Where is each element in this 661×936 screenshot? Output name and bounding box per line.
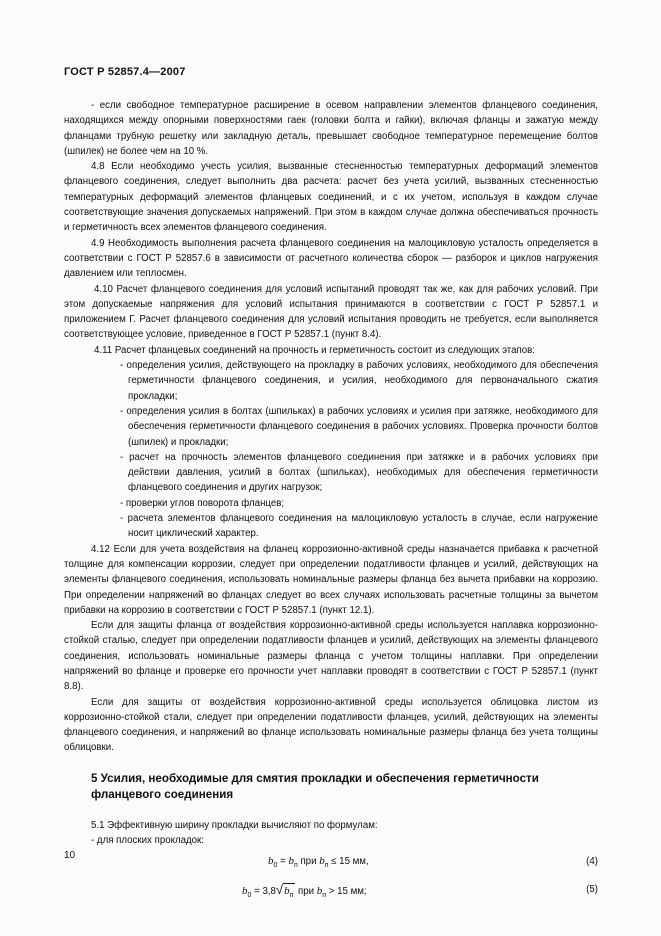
list-item: - проверки углов поворота фланцев; [120,497,285,509]
paragraph-4-8: 4.8 Если необходимо учесть усилия, вызванные стесненностью температурных деформаций элементов фланцевого соединения, следует выполнить два расчета: расчет без учета усилий, вызванных стесненностью температурных деформаций элементов фланцевых соединений, и с их учетом, используя в каждом случае соответствующие значения допускаемых напряжений. При этом в каждом случае должна обеспечиваться прочность и герметичность всех элементов фланцевого соединения. [64,161,598,234]
formula-5-number: (5) [586,884,598,896]
paragraph-4-10: 4.10 Расчет фланцевого соединения для условий испытаний проводят так же, как для рабочих условий. При этом допускаемые напряжения для условий испытания принимаются в соответствии с ГОСТ Р 52857.1 и приложением Г. Расчет фланцевого соединения для условий испытания проводить не требуется, если выполняется соответствующее условие, приведенное в ГОСТ Р 52857.1 (пункт 8.4). [64,283,598,341]
formula-4-row [64,850,598,878]
paragraph-5-1-flat: - для плоских прокладок: [91,835,204,847]
page-number: 10 [64,850,76,861]
paragraph-4-12-lining: Если для защиты от воздействия коррозионно-активной среды используется облицовка листом из коррозионно-стойкой стали, следует при определении податливости фланцев, усилий, действующих на элементы фланцевого соединения, и напряжений во фланце использовать номинальные размеры фланца без учета толщины облицовки. [64,696,598,754]
paragraph-4-12: 4.12 Если для учета воздействия на фланец коррозионно-активной среды назначается прибавка к расчетной толщине для компенсации коррозии, следует при определении податливости фланцев и усилий, действующих на элементы фланцевого соединения, использовать номинальные размеры фланца без вычета прибавки на коррозию. При определении напряжений во фланцах следует во всех случаях использовать расчетные толщины за вычетом прибавки на коррозию в соответствии с ГОСТ Р 52857.1 (пункт 12.1). [64,543,598,616]
formula-5-row [64,878,598,906]
paragraph-4-11: 4.11 Расчет фланцевых соединений на прочность и герметичность состоит из следующих этапов: [94,344,535,356]
section-5-heading: 5 Усилия, необходимые для смятия прокладки и обеспечения герметичности фланцевого соединения [91,771,539,801]
formula-4-number: (4) [586,856,598,868]
list-item: - расчета элементов фланцевого соединения на малоцикловую усталость в случае, если нагружение носит циклический характер. [120,513,598,540]
standard-header: ГОСТ Р 52857.4—2007 [64,66,186,78]
paragraph-dash-intro: - если свободное температурное расширение в осевом направлении элементов фланцевого соединения, находящихся между опорными поверхностями гаек (головки болта и гайки), включая фланцы и зажатую между фланцами трубную решетку или закладную деталь, превышает свободное температурное перемещение болтов (шпилек) не более чем на 10 %. [64,100,598,157]
paragraph-4-9: 4.9 Необходимость выполнения расчета фланцевого соединения на малоцикловую усталость определяется в соответствии с ГОСТ Р 52857.6 в зависимости от расчетного количества сборок — разборок и циклов нагружения давлением или теплосмен. [64,237,598,280]
paragraph-5-1: 5.1 Эффективную ширину прокладки вычисляют по формулам: [91,819,378,831]
formula-5: $b_0 = 3,8√b_п$ при $b_п > 15$ мм; [242,882,367,903]
document-body [64,98,598,906]
list-item: - определения усилия, действующего на прокладку в рабочих условиях, необходимого для обеспечения герметичности фланцевого соединения, и усилия, необходимого для первоначального сжатия прокладки; [120,360,598,402]
list-item: - расчет на прочность элементов фланцевого соединения при затяжке и в рабочих условиях при действии давления, усилий в болтах (шпильках), необходимых для обеспечения герметичности фланцевого соединения и других нагрузок; [120,451,598,494]
paragraph-4-12-cladding: Если для защиты фланца от воздействия коррозионно-активной среды используется наплавка коррозионно-стойкой сталью, следует при определении податливости фланцев и усилий, действующих на элементы фланцевого соединения, использовать номинальные размеры фланца с учетом толщины наплавки. При определении напряжений во фланце и проверке его прочности учет наплавки проводят в соответствии с ГОСТ Р 52857.1 (пункт 8.8). [64,620,598,693]
formula-4: $b_0 = b_п$ при $b_п \le 15$ мм, [268,855,369,870]
list-item: - определения усилия в болтах (шпильках) в рабочих условиях и усилия при затяжке, необходимого для обеспечения герметичности фланцевого соединения в рабочих условиях. Проверка прочности болтов (шпилек) и прокладки; [120,405,598,448]
sqrt-sign: √ [275,882,284,898]
